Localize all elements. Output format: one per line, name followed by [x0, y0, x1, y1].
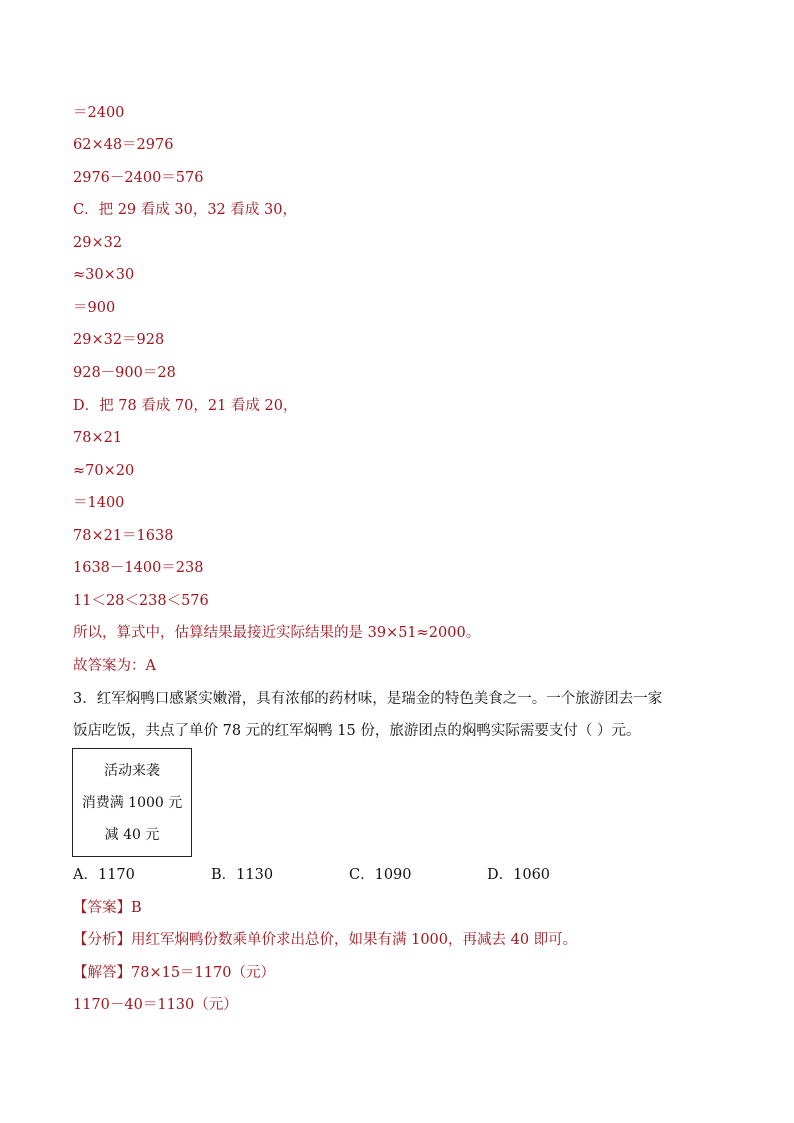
- calc-line: ＝1400: [73, 495, 125, 511]
- option-d: D．1060: [487, 867, 551, 883]
- option-c: C．1090: [349, 867, 412, 883]
- question-text-line-1: 3．红军焖鸭口感紧实嫩滑，具有浓郁的药材味，是瑞金的特色美食之一。一个旅游团去一家: [73, 691, 663, 707]
- promotion-discount: 减 40 元: [104, 827, 160, 843]
- calc-line: 29×32: [73, 235, 123, 251]
- conclusion-line: 所以，算式中，估算结果最接近实际结果的是 39×51≈2000。: [73, 625, 481, 641]
- comparison-line: 11＜28＜238＜576: [73, 593, 209, 609]
- calc-line: 78×21＝1638: [73, 528, 174, 544]
- calc-line: 2976－2400＝576: [73, 170, 204, 186]
- option-c-explanation: C．把 29 看成 30，32 看成 30，: [73, 202, 297, 218]
- calc-line: 62×48＝2976: [73, 137, 174, 153]
- calc-line: 29×32＝928: [73, 332, 165, 348]
- promotion-title: 活动来袭: [104, 763, 160, 779]
- solution-final-line: 1170－40＝1130（元）: [73, 997, 238, 1013]
- analysis-line: 【分析】用红军焖鸭份数乘单价求出总价，如果有满 1000，再减去 40 即可。: [73, 932, 578, 948]
- calc-line: ＝900: [73, 300, 116, 316]
- calc-line: ≈30×30: [73, 267, 135, 283]
- promotion-box: [72, 748, 192, 857]
- calc-line: ≈70×20: [73, 463, 135, 479]
- question-text-line-2: 饭店吃饭，共点了单价 78 元的红军焖鸭 15 份，旅游团点的焖鸭实际需要支付（ ）元。: [73, 723, 641, 739]
- calc-line: 928－900＝28: [73, 365, 176, 381]
- promotion-rule: 消费满 1000 元: [81, 795, 183, 811]
- option-b: B．1130: [211, 867, 274, 883]
- answer-summary: 故答案为：A: [73, 658, 156, 674]
- answer-line: 【答案】B: [73, 900, 142, 916]
- option-d-explanation: D．把 78 看成 70，21 看成 20，: [73, 398, 298, 414]
- option-a: A．1170: [73, 867, 135, 883]
- calc-line: 78×21: [73, 430, 123, 446]
- solution-line: 【解答】78×15＝1170（元）: [73, 965, 275, 981]
- calc-line: ＝2400: [73, 105, 125, 121]
- calc-line: 1638－1400＝238: [73, 560, 204, 576]
